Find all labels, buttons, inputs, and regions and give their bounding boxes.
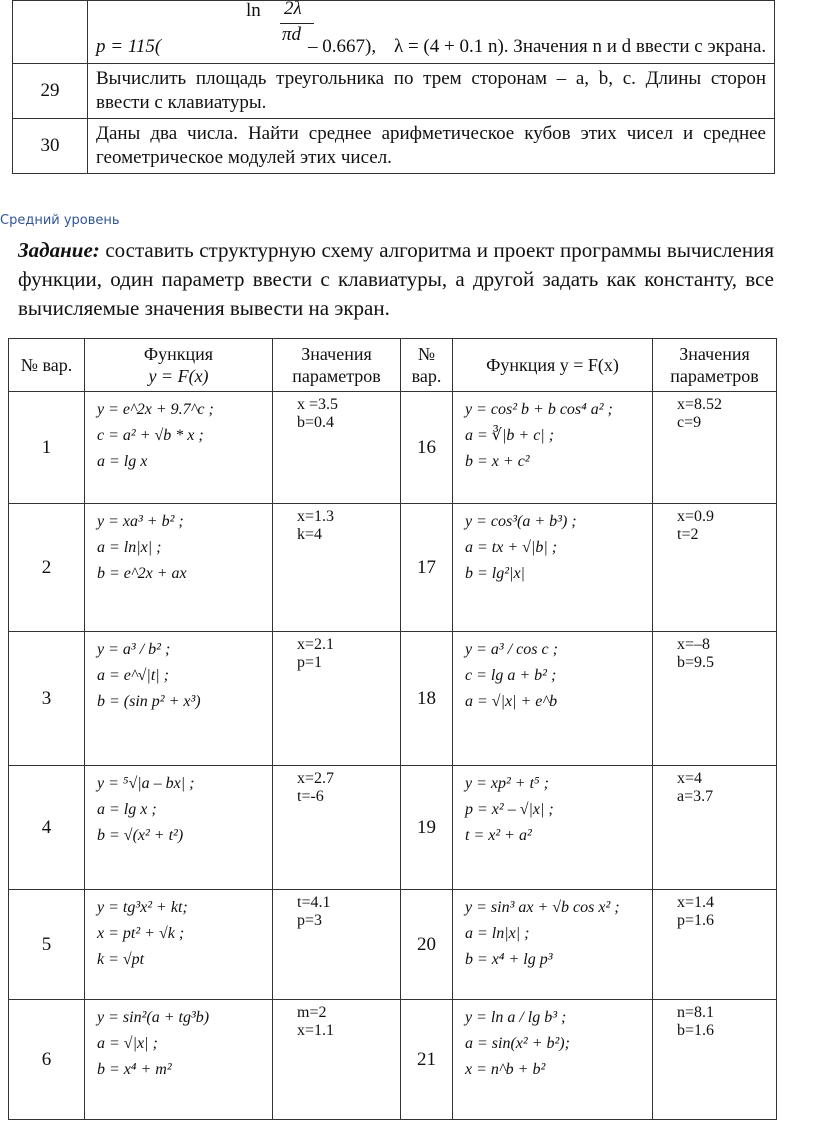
p-part: p = 115( bbox=[96, 36, 162, 57]
top-table bbox=[12, 0, 775, 174]
formula-cell bbox=[453, 1000, 653, 1120]
params-cell bbox=[653, 766, 777, 890]
table-row bbox=[13, 119, 775, 174]
formula-line: a = ln|x| ; bbox=[465, 925, 530, 942]
table-row bbox=[9, 632, 777, 766]
formula-line: y = xp² + t⁵ ; bbox=[465, 775, 549, 792]
param-value: a=3.7 bbox=[677, 788, 714, 805]
param-value: b=0.4 bbox=[297, 414, 335, 431]
variant-number: 18 bbox=[401, 632, 453, 766]
header-params-2: Значения параметров bbox=[653, 339, 777, 392]
param-value: x=1.4 bbox=[677, 894, 715, 911]
formula-cell bbox=[453, 632, 653, 766]
formula-line: x = pt² + √k ; bbox=[97, 925, 185, 942]
ln-label: ln bbox=[246, 0, 261, 21]
params-cell bbox=[653, 890, 777, 1000]
task-label: Задание: bbox=[18, 238, 100, 262]
formula-line: b = (sin p² + x³) bbox=[97, 693, 201, 710]
formula-line: y = e^2x + 9.7^c ; bbox=[97, 401, 214, 418]
param-value: t=-6 bbox=[297, 788, 324, 805]
variant-number: 17 bbox=[401, 504, 453, 632]
formula-cell bbox=[453, 766, 653, 890]
header-func-label: Функция bbox=[143, 344, 214, 364]
table-row bbox=[13, 64, 775, 119]
param-value: x=8.52 bbox=[677, 396, 723, 413]
param-value: t=2 bbox=[677, 526, 699, 543]
formula-line: c = lg a + b² ; bbox=[465, 667, 557, 684]
header-params: Значения параметров bbox=[273, 339, 401, 392]
param-value: c=9 bbox=[677, 414, 702, 431]
formula-line: y = sin²(a + tg³b) bbox=[97, 1009, 210, 1026]
param-value: p=1 bbox=[297, 654, 323, 671]
param-value: m=2 bbox=[297, 1004, 327, 1021]
header-func-formula: y = F(x) bbox=[148, 366, 209, 386]
formula-line: y = a³ / cos c ; bbox=[465, 641, 558, 658]
formula-line: a = tx + √|b| ; bbox=[465, 539, 558, 556]
variant-number: 3 bbox=[9, 632, 85, 766]
lambda-part: λ = (4 + 0.1 n). Значения n и d ввести с экрана. bbox=[394, 36, 767, 57]
param-value: t=4.1 bbox=[297, 894, 331, 911]
formula-cell bbox=[85, 890, 273, 1000]
formula-line: a = √|x| ; bbox=[97, 1035, 158, 1052]
formula-cell bbox=[85, 1000, 273, 1120]
formula-line: b = e^2x + ax bbox=[97, 565, 187, 582]
formula-line: y = cos³(a + b³) ; bbox=[465, 513, 577, 530]
param-value: x=4 bbox=[677, 770, 703, 787]
ln-numerator: 2λ bbox=[284, 0, 302, 19]
params-cell bbox=[273, 392, 401, 504]
variant-number: 20 bbox=[401, 890, 453, 1000]
variant-number: 19 bbox=[401, 766, 453, 890]
formula-line: a = √|x| + e^b bbox=[465, 693, 558, 710]
formula-cell bbox=[85, 392, 273, 504]
task-text: составить структурную схему алгоритма и проект программы вычисления функции, один параметр ввести с клавиатуры, а другой задать как константу, все вычисляемые значения вывести на экран. bbox=[18, 238, 774, 320]
formula-cell bbox=[85, 504, 273, 632]
formula-line: b = √(x² + t²) bbox=[97, 827, 184, 844]
formula-text bbox=[88, 1, 775, 64]
formula-line: a = e^√|t| ; bbox=[97, 667, 169, 684]
table-row bbox=[9, 766, 777, 890]
formula-line: y = ln a / lg b³ ; bbox=[465, 1009, 567, 1026]
formula-line: a = lg x bbox=[97, 453, 148, 470]
param-value: p=3 bbox=[297, 912, 323, 929]
formula-line: b = x⁴ + lg p³ bbox=[465, 951, 553, 968]
param-value: k=4 bbox=[297, 526, 323, 543]
param-value: x=2.7 bbox=[297, 770, 335, 787]
header-func bbox=[85, 339, 273, 392]
param-value: n=8.1 bbox=[677, 1004, 715, 1021]
params-cell bbox=[653, 632, 777, 766]
params-cell bbox=[653, 392, 777, 504]
params-cell bbox=[273, 504, 401, 632]
param-value: x=2.1 bbox=[297, 636, 335, 653]
header-func-2: Функция y = F(x) bbox=[453, 339, 653, 392]
params-cell bbox=[653, 504, 777, 632]
section-label: Средний уровень bbox=[0, 213, 120, 228]
formula-cell bbox=[453, 890, 653, 1000]
formula-cell bbox=[85, 766, 273, 890]
table-row bbox=[9, 890, 777, 1000]
header-num-2: № вар. bbox=[401, 339, 453, 392]
param-value: b=1.6 bbox=[677, 1022, 715, 1039]
param-value: x =3.5 bbox=[297, 396, 339, 413]
param-value: x=1.1 bbox=[297, 1022, 335, 1039]
formula-line: y = xa³ + b² ; bbox=[97, 513, 184, 530]
variant-number: 1 bbox=[9, 392, 85, 504]
formula-cell bbox=[453, 392, 653, 504]
variant-number: 21 bbox=[401, 1000, 453, 1120]
variant-number: 5 bbox=[9, 890, 85, 1000]
params-cell bbox=[273, 890, 401, 1000]
param-value: x=0.9 bbox=[677, 508, 715, 525]
row-num: 29 bbox=[13, 64, 88, 119]
param-value: x=1.3 bbox=[297, 508, 335, 525]
formula-line: a = ∛|b + c| ; bbox=[465, 427, 555, 444]
ln-denominator: πd bbox=[282, 24, 302, 45]
formula-line: b = lg²|x| bbox=[465, 565, 525, 582]
formula-line: a = lg x ; bbox=[97, 801, 157, 818]
param-value: b=9.5 bbox=[677, 654, 715, 671]
formula-line: x = n^b + b² bbox=[465, 1061, 546, 1078]
formula-cell bbox=[85, 632, 273, 766]
variant-number: 16 bbox=[401, 392, 453, 504]
formula-line: p = x² – √|x| ; bbox=[465, 801, 554, 818]
formula-line: c = a² + √b * x ; bbox=[97, 427, 204, 444]
formula-line: k = √pt bbox=[97, 951, 145, 968]
table-row bbox=[9, 1000, 777, 1120]
param-value: p=1.6 bbox=[677, 912, 715, 929]
header-num: № вар. bbox=[9, 339, 85, 392]
variant-number: 6 bbox=[9, 1000, 85, 1120]
variant-number: 4 bbox=[9, 766, 85, 890]
variants-table bbox=[8, 338, 777, 1120]
task-paragraph bbox=[18, 236, 774, 323]
formula-line: y = a³ / b² ; bbox=[97, 641, 171, 658]
formula-line: t = x² + a² bbox=[465, 827, 532, 844]
formula-line: b = x + c² bbox=[465, 453, 530, 470]
formula-row-num bbox=[13, 1, 88, 64]
params-cell bbox=[273, 632, 401, 766]
formula-line: y = sin³ ax + √b cos x² ; bbox=[465, 899, 620, 916]
row-num: 30 bbox=[13, 119, 88, 174]
params-cell bbox=[273, 766, 401, 890]
params-cell bbox=[273, 1000, 401, 1120]
formula-line: y = cos² b + b cos⁴ a² ; bbox=[465, 401, 613, 418]
formula-row bbox=[13, 1, 775, 64]
header-row bbox=[9, 339, 777, 392]
formula-cell bbox=[453, 504, 653, 632]
table-row bbox=[9, 392, 777, 504]
table-row bbox=[9, 504, 777, 632]
formula-line: y = tg³x² + kt; bbox=[97, 899, 188, 916]
formula-line: b = x⁴ + m² bbox=[97, 1061, 172, 1078]
params-cell bbox=[653, 1000, 777, 1120]
formula-line: y = ⁵√|a – bx| ; bbox=[97, 775, 195, 792]
formula-line: a = ln|x| ; bbox=[97, 539, 162, 556]
variant-number: 2 bbox=[9, 504, 85, 632]
row-text: Вычислить площадь треугольника по трем сторонам – a, b, c. Длины сторон ввести с клавиатуры. bbox=[88, 64, 775, 119]
formula-line: a = sin(x² + b²); bbox=[465, 1035, 570, 1052]
rest-part: – 0.667), bbox=[308, 36, 377, 57]
param-value: x=–8 bbox=[677, 636, 711, 653]
row-text: Даны два числа. Найти среднее арифметическое кубов этих чисел и среднее геометрическое модулей этих чисел. bbox=[88, 119, 775, 174]
